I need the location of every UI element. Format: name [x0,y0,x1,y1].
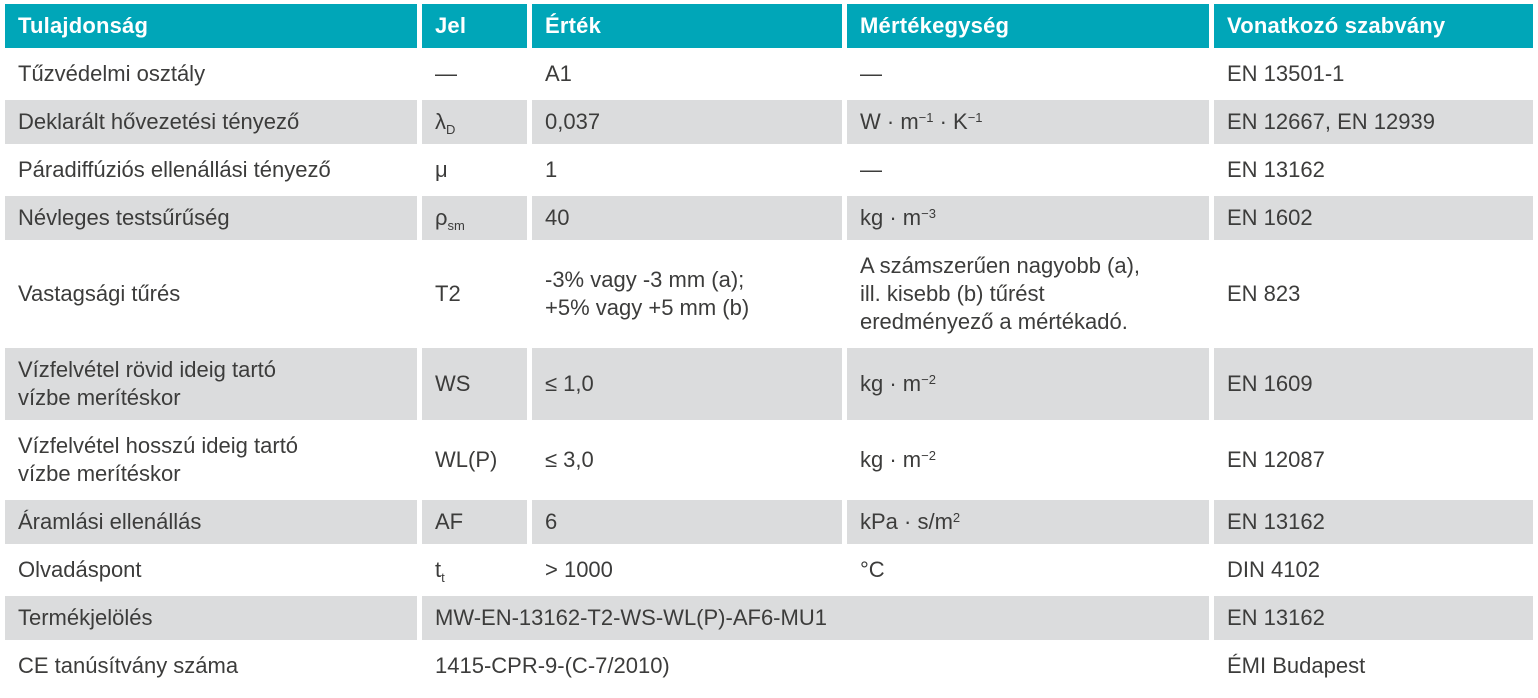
unit-cell: kg · $m^{-2}$ [847,348,1209,420]
value-cell: ≤ 3,0 [532,424,842,496]
standard-cell: EN 13162 [1214,148,1533,192]
value-cell: 0,037 [532,100,842,144]
table-row [5,244,1533,344]
table-body [5,52,1533,688]
property-cell: Áramlási ellenállás [5,500,417,544]
unit-cell: kg · $m^{-2}$ [847,424,1209,496]
merged-value-cell: MW-EN-13162-T2-WS-WL(P)-AF6-MU1 [422,596,1209,640]
subscript: D [446,122,456,137]
property-cell: Vízfelvétel hosszú ideig tartó vízbe merítéskor [5,424,417,496]
standard-cell: DIN 4102 [1214,548,1533,592]
value-cell: > 1000 [532,548,842,592]
column-header-unit: Mértékegység [847,4,1209,48]
header-row [5,4,1533,48]
standard-cell: EN 12667, EN 12939 [1214,100,1533,144]
value-cell: -3% vagy -3 mm (a); +5% vagy +5 mm (b) [532,244,842,344]
column-header-value: Érték [532,4,842,48]
value-cell: A1 [532,52,842,96]
superscript: −2 [921,372,936,387]
table-row [5,52,1533,96]
table-row [5,148,1533,192]
value-cell: 1 [532,148,842,192]
subscript: sm [447,218,465,233]
unit-cell: kPa · $s/m^2$ [847,500,1209,544]
property-cell: Vízfelvétel rövid ideig tartó vízbe merítéskor [5,348,417,420]
property-cell: Termékjelölés [5,596,417,640]
column-header-property: Tulajdonság [5,4,417,48]
superscript: 2 [952,510,961,525]
merged-value-cell: 1415-CPR-9-(C-7/2010) [422,644,1209,688]
superscript: −1 [918,110,934,125]
symbol-cell: AF [422,500,527,544]
superscript: −3 [921,206,936,221]
table-row [5,500,1533,544]
property-cell: Páradiffúziós ellenállási tényező [5,148,417,192]
symbol-cell: $\lambda_D$ [422,100,527,144]
symbol-cell: WL(P) [422,424,527,496]
table-row [5,548,1533,592]
property-cell: Vastagsági tűrés [5,244,417,344]
unit-cell: °C [847,548,1209,592]
value-cell: ≤ 1,0 [532,348,842,420]
symbol-cell: WS [422,348,527,420]
property-cell: CE tanúsítvány száma [5,644,417,688]
standard-cell: EN 1609 [1214,348,1533,420]
unit-cell: kg · $m^{-3}$ [847,196,1209,240]
unit-cell: — [847,148,1209,192]
symbol-cell: $\rho_{sm}$ [422,196,527,240]
column-header-standard: Vonatkozó szabvány [1214,4,1533,48]
table-row [5,644,1533,688]
value-cell: 6 [532,500,842,544]
unit-cell: — [847,52,1209,96]
unit-cell: $W \cdot m^{-1} \cdot K^{-1}$ [847,100,1209,144]
table-row [5,196,1533,240]
table-row [5,424,1533,496]
property-cell: Deklarált hővezetési tényező [5,100,417,144]
superscript: −2 [921,448,936,463]
standard-cell: EN 12087 [1214,424,1533,496]
table-row [5,348,1533,420]
unit-cell: A számszerűen nagyobb (a), ill. kisebb (b) tűrést eredményező a mértékadó. [847,244,1209,344]
standard-cell: EN 823 [1214,244,1533,344]
standard-cell: ÉMI Budapest [1214,644,1533,688]
subscript: t [441,570,445,585]
symbol-cell: T2 [422,244,527,344]
property-cell: Olvadáspont [5,548,417,592]
standard-cell: EN 13162 [1214,596,1533,640]
table-row [5,100,1533,144]
superscript: −1 [967,110,983,125]
symbol-cell: $t_t$ [422,548,527,592]
column-header-symbol: Jel [422,4,527,48]
standard-cell: EN 1602 [1214,196,1533,240]
symbol-cell: μ [422,148,527,192]
symbol-cell: — [422,52,527,96]
value-cell: 40 [532,196,842,240]
property-cell: Tűzvédelmi osztály [5,52,417,96]
property-cell: Névleges testsűrűség [5,196,417,240]
standard-cell: EN 13162 [1214,500,1533,544]
table-row [5,596,1533,640]
standard-cell: EN 13501-1 [1214,52,1533,96]
